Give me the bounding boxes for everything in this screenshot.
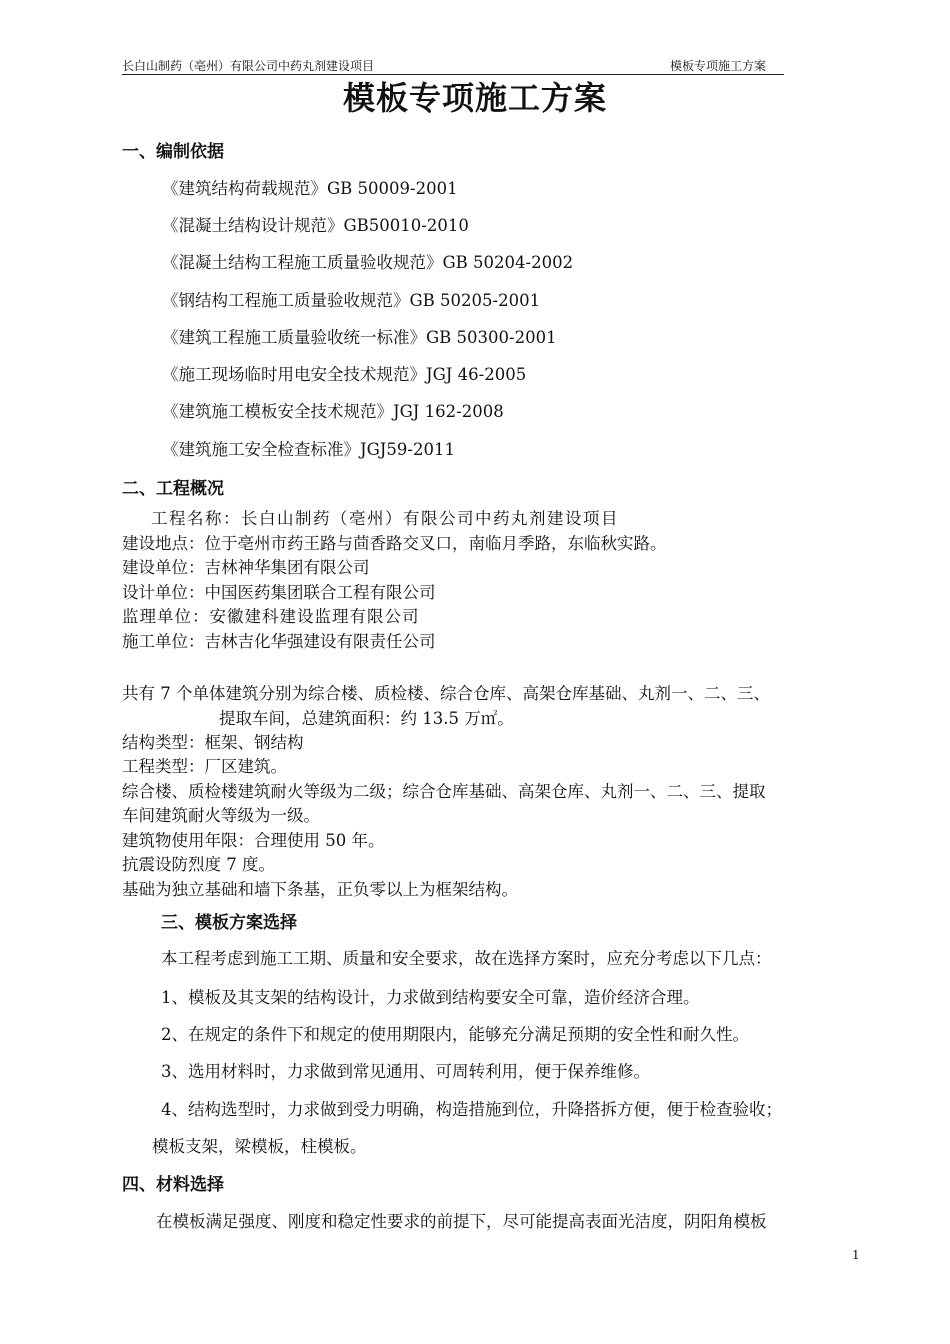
- scheme-intro: 本工程考虑到施工工期、质量和安全要求，故在选择方案时，应充分考虑以下几点：: [161, 949, 772, 968]
- reference-item: 《施工现场临时用电安全技术规范》JGJ 46-2005: [162, 365, 527, 384]
- scheme-point-3: 3、选用材料时，力求做到常见通用、可周转利用，便于保养维修。: [161, 1062, 650, 1081]
- header-right: 模板专项施工方案: [670, 59, 767, 73]
- project-owner: 建设单位：吉林神华集团有限公司: [122, 558, 370, 577]
- section-heading-basis: 一、编制依据: [122, 142, 224, 162]
- project-name: 工程名称：长白山制药（亳州）有限公司中药丸剂建设项目: [151, 509, 619, 528]
- scheme-point-1: 1、模板及其支架的结构设计，力求做到结构要安全可靠，造价经济合理。: [161, 988, 700, 1007]
- seismic-intensity: 抗震设防烈度 7 度。: [122, 855, 275, 874]
- materials-paragraph: 在模板满足强度、刚度和稳定性要求的前提下，尽可能提高表面光洁度，阴阳角模板: [156, 1212, 767, 1231]
- project-supervisor: 监理单位：安徽建科建设监理有限公司: [122, 607, 420, 626]
- page-title: 模板专项施工方案: [342, 79, 607, 117]
- reference-item: 《建筑施工安全检查标准》JGJ59-2011: [162, 440, 455, 459]
- project-location: 建设地点：位于亳州市药王路与茴香路交叉口，南临月季路，东临秋实路。: [122, 534, 667, 553]
- reference-item: 《钢结构工程施工质量验收规范》GB 50205-2001: [162, 291, 541, 310]
- scheme-point-5: 模板支架，梁模板，柱模板。: [152, 1137, 367, 1156]
- project-type: 工程类型：厂区建筑。: [122, 757, 287, 776]
- fire-rating-line-2: 车间建筑耐火等级为一级。: [122, 806, 320, 825]
- reference-item: 《建筑施工模板安全技术规范》JGJ 162-2008: [162, 402, 504, 421]
- buildings-line-2: 提取车间，总建筑面积：约 13.5 万㎡。: [219, 709, 514, 728]
- scheme-point-2: 2、在规定的条件下和规定的使用期限内，能够充分满足预期的安全性和耐久性。: [161, 1025, 749, 1044]
- project-designer: 设计单位：中国医药集团联合工程有限公司: [122, 583, 436, 602]
- reference-item: 《建筑结构荷载规范》GB 50009-2001: [162, 179, 458, 198]
- buildings-line-1: 共有 7 个单体建筑分别为综合楼、质检楼、综合仓库、高架仓库基础、丸剂一、二、三、: [122, 684, 770, 703]
- fire-rating-line-1: 综合楼、质检楼建筑耐火等级为二级；综合仓库基础、高架仓库、丸剂一、二、三、提取: [122, 782, 766, 801]
- reference-item: 《混凝土结构工程施工质量验收规范》GB 50204-2002: [162, 253, 574, 272]
- header-left: 长白山制药（亳州）有限公司中药丸剂建设项目: [122, 59, 375, 73]
- reference-item: 《混凝土结构设计规范》GB50010-2010: [162, 216, 469, 235]
- structure-type: 结构类型：框架、钢结构: [122, 733, 304, 752]
- section-heading-overview: 二、工程概况: [122, 479, 224, 499]
- page-number: 1: [852, 1248, 860, 1262]
- project-contractor: 施工单位：吉林吉化华强建设有限责任公司: [122, 632, 436, 651]
- service-life: 建筑物使用年限：合理使用 50 年。: [122, 831, 385, 850]
- scheme-point-4: 4、结构选型时，力求做到受力明确，构造措施到位，升降搭拆方便，便于检查验收；: [161, 1100, 782, 1119]
- section-heading-materials: 四、材料选择: [122, 1175, 224, 1195]
- foundation-type: 基础为独立基础和墙下条基，正负零以上为框架结构。: [122, 880, 518, 899]
- section-heading-formwork-scheme: 三、模板方案选择: [161, 913, 297, 933]
- reference-item: 《建筑工程施工质量验收统一标准》GB 50300-2001: [162, 328, 557, 347]
